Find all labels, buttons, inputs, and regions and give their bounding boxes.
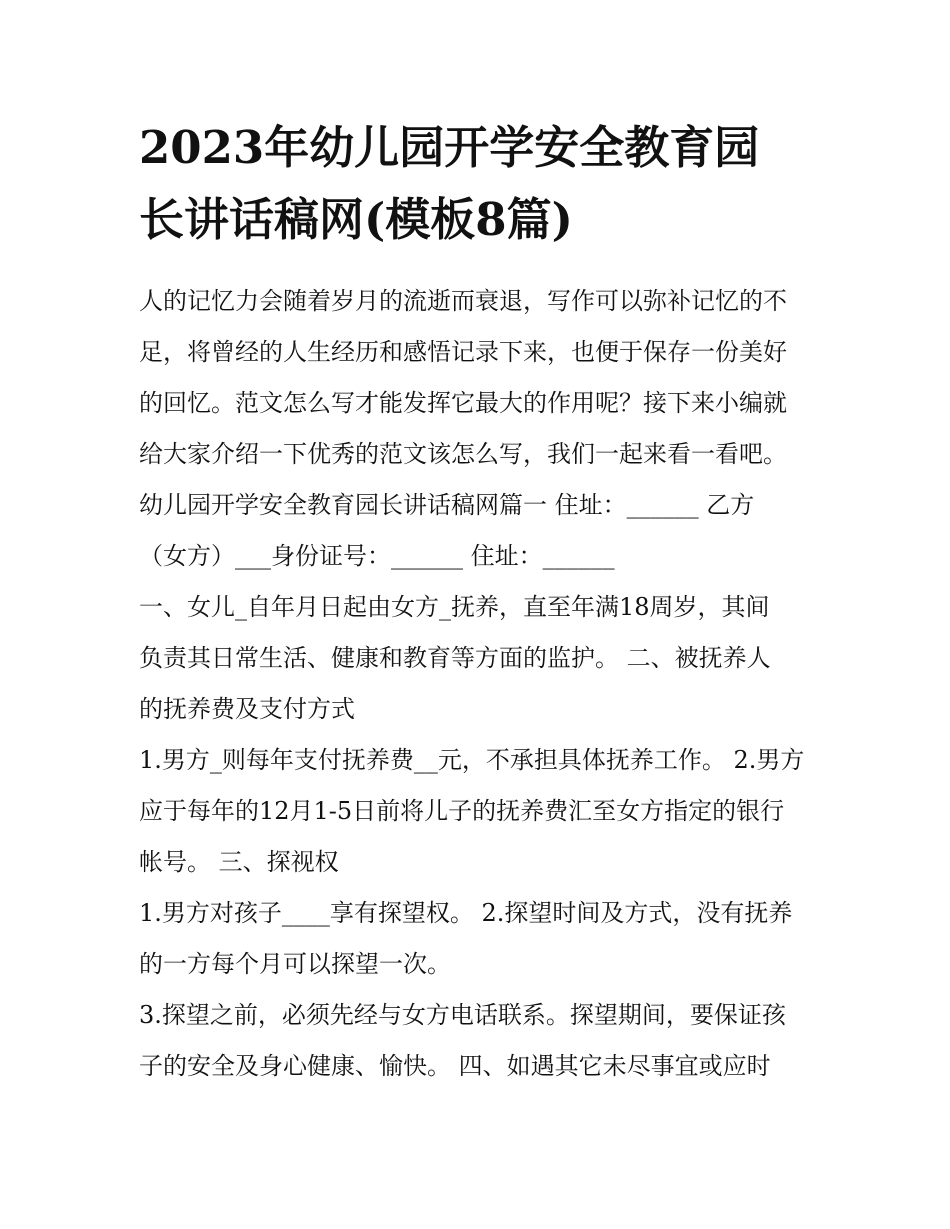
body-line: 幼儿园开学安全教育园长讲话稿网篇一 住址：______ 乙方 (139, 491, 755, 519)
body-line: 帐号。 三、探视权 (139, 848, 339, 876)
body-line: 一、女儿_自年月日起由女方_抚养，直至年满18周岁，其间 (139, 593, 770, 621)
body-line: 的抚养费及支付方式 (139, 695, 355, 723)
body-line: 足，将曾经的人生经历和感悟记录下来，也便于保存一份美好 (139, 338, 787, 366)
body-line: 给大家介绍一下优秀的范文该怎么写，我们一起来看一看吧。 (139, 440, 787, 468)
title-line: 长讲话稿网(模板8篇) (139, 193, 573, 246)
body-line: 3.探望之前，必须先经与女方电话联系。探望期间，要保证孩 (139, 1001, 786, 1029)
body-line: 负责其日常生活、健康和教育等方面的监护。 二、被抚养人 (139, 644, 771, 672)
body-line: 人的记忆力会随着岁月的流逝而衰退，写作可以弥补记忆的不 (139, 287, 787, 315)
body-line: 的一方每个月可以探望一次。 (139, 950, 451, 978)
body-line: （女方）___身份证号：______ 住址：______ (139, 542, 615, 570)
body-line: 子的安全及身心健康、愉快。 四、如遇其它未尽事宜或应时 (139, 1052, 771, 1080)
body-line: 的回忆。范文怎么写才能发挥它最大的作用呢？接下来小编就 (139, 389, 787, 417)
body-line: 1.男方对孩子____享有探望权。 2.探望时间及方式，没有抚养 (139, 899, 793, 927)
title-line: 2023年幼儿园开学安全教育园 (139, 121, 760, 174)
document-title (139, 112, 819, 256)
document-body (139, 276, 829, 1092)
body-line: 应于每年的12月1-5日前将儿子的抚养费汇至女方指定的银行 (139, 797, 785, 825)
body-line: 1.男方_则每年支付抚养费__元，不承担具体抚养工作。 2.男方 (139, 746, 805, 774)
